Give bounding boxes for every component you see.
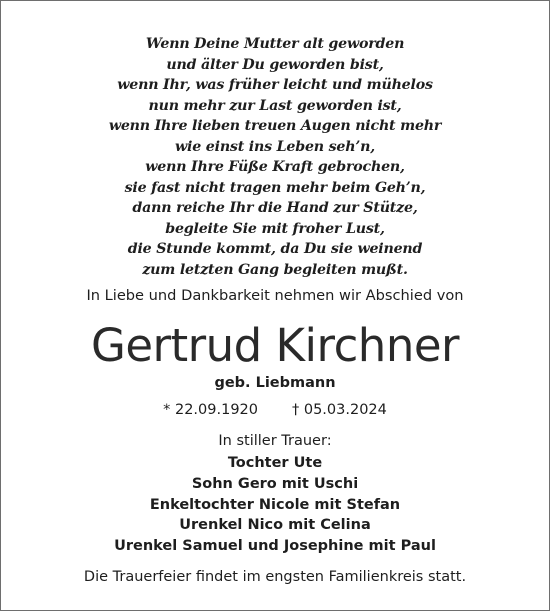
poem-line: dann reiche Ihr die Hand zur Stütze, (132, 200, 418, 216)
memorial-poem (1, 34, 549, 280)
mourners-list (1, 453, 549, 557)
death-date: † 05.03.2024 (292, 402, 387, 418)
mourners-label: In stiller Trauer: (218, 433, 332, 449)
poem-line: begleite Sie mit froher Lust, (165, 220, 385, 237)
poem-line: die Stunde kommt, da Du sie weinend (127, 241, 423, 257)
mourner: Urenkel Samuel und Josephine mit Paul (114, 538, 436, 555)
mourner: Urenkel Nico mit Celina (179, 517, 371, 534)
poem-line: und älter Du geworden bist, (166, 56, 384, 73)
poem-line: wenn Ihre Füße Kraft gebrochen, (145, 159, 405, 175)
poem-line: wenn Ihre lieben treuen Augen nicht mehr (108, 118, 442, 134)
farewell-intro: In Liebe und Dankbarkeit nehmen wir Abschied von (86, 287, 464, 304)
poem-line: wie einst ins Leben seh’n, (175, 138, 375, 155)
poem-line: zum letzten Gang begleiten mußt. (142, 261, 408, 278)
poem-line: wenn Ihr, was früher leicht und mühelos (117, 77, 433, 93)
birth-date: * 22.09.1920 (163, 402, 258, 418)
poem-line: Wenn Deine Mutter alt geworden (145, 36, 405, 52)
poem-line: sie fast nicht tragen mehr beim Geh’n, (124, 179, 426, 196)
mourner: Enkeltochter Nicole mit Stefan (149, 496, 401, 513)
maiden-name: geb. Liebmann (214, 375, 336, 391)
poem-line: nun mehr zur Last geworden ist, (148, 97, 402, 114)
mourner: Sohn Gero mit Uschi (191, 475, 359, 492)
funeral-note: Die Trauerfeier findet im engsten Familienkreis statt. (83, 569, 467, 585)
life-dates (1, 400, 549, 420)
deceased-name: Gertrud Kirchner (90, 319, 460, 372)
mourner: Tochter Ute (227, 455, 323, 471)
